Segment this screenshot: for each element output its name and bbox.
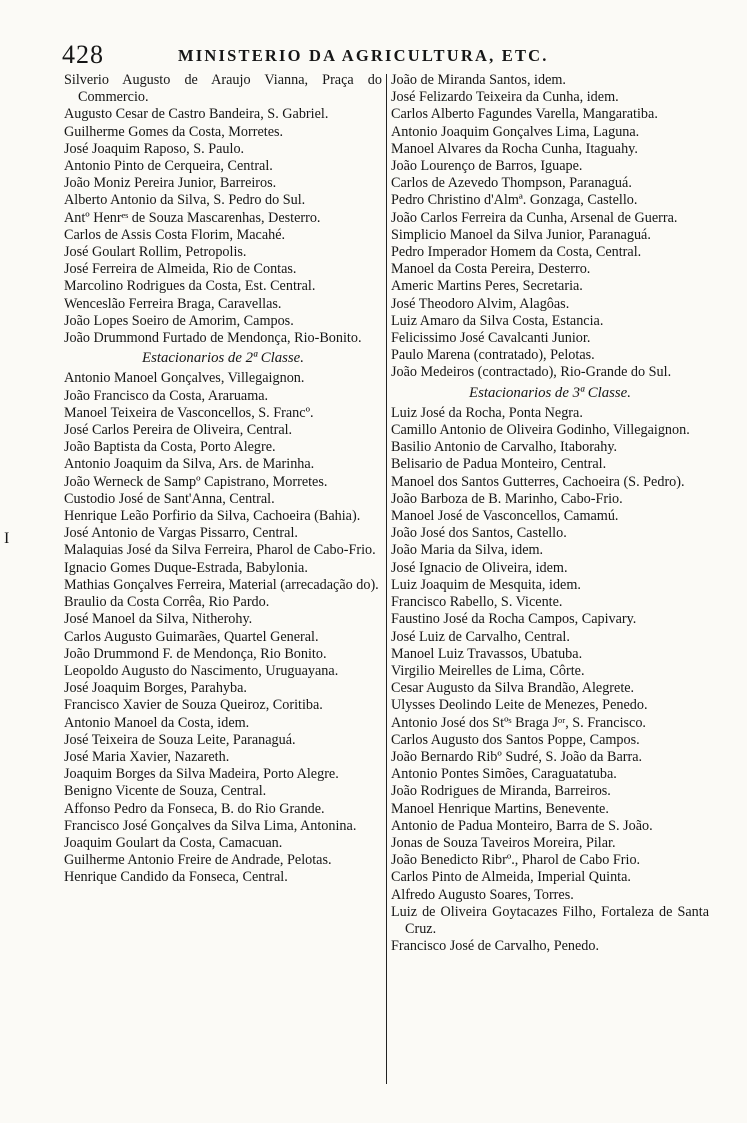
list-item: Manoel Henrique Martins, Benevente. — [391, 800, 609, 817]
left-column — [64, 72, 386, 1112]
list-item: José Luiz de Carvalho, Central. — [391, 628, 570, 645]
list-item: Basilio Antonio de Carvalho, Itaborahy. — [391, 439, 618, 456]
list-item: Pedro Imperador Homem da Costa, Central. — [391, 244, 642, 261]
list-item: Francisco Xavier de Souza Queiroz, Coritiba. — [64, 697, 323, 714]
list-item: Silverio Augusto de Araujo Vianna, Praça do Commercio. — [64, 72, 382, 106]
list-item: Jonas de Souza Taveiros Moreira, Pilar. — [391, 834, 616, 851]
section-heading: Estacionarios de 2ª Classe. — [142, 350, 304, 367]
right-column — [387, 72, 709, 1112]
list-item: José Joaquim Borges, Parahyba. — [64, 680, 247, 697]
list-item: João Lourenço de Barros, Iguape. — [391, 158, 583, 175]
list-item: Alfredo Augusto Soares, Torres. — [391, 886, 574, 903]
list-item: João Drummond Furtado de Mendonça, Rio-Bonito. — [64, 330, 362, 347]
list-item: João Rodrigues de Miranda, Barreiros. — [391, 783, 611, 800]
list-item: Belisario de Padua Monteiro, Central. — [391, 456, 607, 473]
list-item: Antonio Joaquim Gonçalves Lima, Laguna. — [391, 123, 640, 140]
list-item: João Maria da Silva, idem. — [391, 542, 544, 559]
margin-mark: I — [4, 530, 10, 547]
list-item: Wenceslão Ferreira Braga, Caravellas. — [64, 295, 282, 312]
list-item: Guilherme Gomes da Costa, Morretes. — [64, 123, 284, 140]
list-item: Carlos de Assis Costa Florim, Macahé. — [64, 226, 286, 243]
list-item: Felicissimo José Cavalcanti Junior. — [391, 330, 591, 347]
list-item: João Francisco da Costa, Araruama. — [64, 387, 269, 404]
list-item: Custodio José de Sant'Anna, Central. — [64, 490, 275, 507]
list-item: Malaquias José da Silva Ferreira, Pharol de Cabo-Frio. — [64, 542, 376, 559]
list-item: José Ferreira de Almeida, Rio de Contas. — [64, 261, 297, 278]
list-item: João Medeiros (contractado), Rio-Grande do Sul. — [391, 364, 672, 381]
list-item: Affonso Pedro da Fonseca, B. do Rio Grande. — [64, 800, 325, 817]
list-item: Carlos Augusto dos Santos Poppe, Campos. — [391, 731, 640, 748]
list-item: Henrique Candido da Fonseca, Central. — [64, 869, 288, 886]
list-item: Alberto Antonio da Silva, S. Pedro do Sul. — [64, 192, 306, 209]
list-item: Marcolino Rodrigues da Costa, Est. Central. — [64, 278, 316, 295]
list-item: José Manoel da Silva, Nitherohy. — [64, 611, 253, 628]
page-number: 428 — [62, 40, 104, 69]
list-item: José Goulart Rollim, Petropolis. — [64, 244, 247, 261]
list-item: João Benedicto Ribrº., Pharol de Cabo Frio. — [391, 852, 641, 869]
list-item: Faustino José da Rocha Campos, Capivary. — [391, 611, 637, 628]
list-item: Antonio Manoel da Costa, idem. — [64, 714, 250, 731]
list-item: Paulo Marena (contratado), Pelotas. — [391, 347, 595, 364]
list-item: Francisco José Gonçalves da Silva Lima, Antonina. — [64, 817, 357, 834]
list-item: Antonio José dos Stºˢ Braga Jᵒʳ, S. Francisco. — [391, 714, 646, 731]
list-item: João Lopes Soeiro de Amorim, Campos. — [64, 312, 294, 329]
list-item: José Ignacio de Oliveira, idem. — [391, 559, 568, 576]
list-item: João Moniz Pereira Junior, Barreiros. — [64, 175, 277, 192]
list-item: Camillo Antonio de Oliveira Godinho, Villegaignon. — [391, 422, 690, 439]
list-item: João Bernardo Ribº Sudré, S. João da Barra. — [391, 748, 643, 765]
list-item: Manoel da Costa Pereira, Desterro. — [391, 261, 591, 278]
list-item: Simplicio Manoel da Silva Junior, Paranaguá. — [391, 226, 651, 243]
list-item: Benigno Vicente de Souza, Central. — [64, 783, 267, 800]
list-item: Virgilio Meirelles de Lima, Côrte. — [391, 662, 585, 679]
list-item: Joaquim Goulart da Costa, Camacuan. — [64, 834, 283, 851]
list-item: Ignacio Gomes Duque-Estrada, Babylonia. — [64, 559, 308, 576]
list-item: Antonio Joaquim da Silva, Ars. de Marinha. — [64, 456, 315, 473]
list-item: José Felizardo Teixeira da Cunha, idem. — [391, 89, 619, 106]
list-item: Americ Martins Peres, Secretaria. — [391, 278, 583, 295]
running-head: MINISTERIO DA AGRICULTURA, ETC. — [178, 46, 549, 65]
list-item: Pedro Christino d'Almª. Gonzaga, Castello. — [391, 192, 638, 209]
list-item: Manoel José de Vasconcellos, Camamú. — [391, 508, 619, 525]
list-item: Manoel dos Santos Gutterres, Cachoeira (S. Pedro). — [391, 473, 685, 490]
list-item: Leopoldo Augusto do Nascimento, Uruguayana. — [64, 662, 339, 679]
list-item: José Antonio de Vargas Pissarro, Central. — [64, 525, 298, 542]
page-header — [62, 40, 712, 68]
list-item: Ulysses Deolindo Leite de Menezes, Penedo. — [391, 697, 648, 714]
list-item: Braulio da Costa Corrêa, Rio Pardo. — [64, 594, 270, 611]
list-item: Manoel Luiz Travassos, Ubatuba. — [391, 645, 583, 662]
list-item: Francisco José de Carvalho, Penedo. — [391, 938, 600, 955]
list-item: Carlos Alberto Fagundes Varella, Mangaratiba. — [391, 106, 658, 123]
list-item: Antonio Pontes Simões, Caraguatatuba. — [391, 766, 617, 783]
list-item: Antº Henrᵉˢ de Souza Mascarenhas, Desterro. — [64, 209, 321, 226]
list-item: João José dos Santos, Castello. — [391, 525, 567, 542]
list-item: João de Miranda Santos, idem. — [391, 72, 566, 88]
list-item: João Werneck de Sampº Capistrano, Morretes. — [64, 473, 328, 490]
list-item: Manoel Teixeira de Vasconcellos, S. Francº. — [64, 404, 314, 421]
list-item: Cesar Augusto da Silva Brandão, Alegrete. — [391, 680, 635, 697]
list-item: Luiz de Oliveira Goytacazes Filho, Fortaleza de Santa Cruz. — [391, 903, 709, 937]
list-item: Luiz Joaquim de Mesquita, idem. — [391, 576, 581, 593]
list-item: Manoel Alvares da Rocha Cunha, Itaguahy. — [391, 140, 638, 157]
list-item: José Maria Xavier, Nazareth. — [64, 748, 230, 765]
list-item: Augusto Cesar de Castro Bandeira, S. Gabriel. — [64, 106, 329, 123]
list-item: José Carlos Pereira de Oliveira, Central. — [64, 422, 293, 439]
list-item: Joaquim Borges da Silva Madeira, Porto Alegre. — [64, 766, 339, 783]
list-item: Mathias Gonçalves Ferreira, Material (arrecadação do). — [64, 576, 379, 593]
list-item: Carlos de Azevedo Thompson, Paranaguá. — [391, 175, 632, 192]
list-item: Carlos Pinto de Almeida, Imperial Quinta. — [391, 869, 631, 886]
list-item: João Baptista da Costa, Porto Alegre. — [64, 439, 276, 456]
list-item: Carlos Augusto Guimarães, Quartel General. — [64, 628, 319, 645]
list-item: José Teixeira de Souza Leite, Paranaguá. — [64, 731, 296, 748]
list-item: Henrique Leão Porfirio da Silva, Cachoeira (Bahia). — [64, 508, 361, 525]
list-item: Luiz José da Rocha, Ponta Negra. — [391, 404, 583, 421]
two-column-list — [64, 72, 709, 1112]
list-item: João Barboza de B. Marinho, Cabo-Frio. — [391, 490, 623, 507]
list-item: Luiz Amaro da Silva Costa, Estancia. — [391, 312, 604, 329]
list-item: Francisco Rabello, S. Vicente. — [391, 594, 563, 611]
list-item: Antonio Manoel Gonçalves, Villegaignon. — [64, 370, 305, 387]
list-item: Antonio Pinto de Cerqueira, Central. — [64, 158, 273, 175]
list-item: João Carlos Ferreira da Cunha, Arsenal de Guerra. — [391, 209, 678, 226]
list-item: Guilherme Antonio Freire de Andrade, Pelotas. — [64, 852, 332, 869]
list-item: José Joaquim Raposo, S. Paulo. — [64, 140, 245, 157]
list-item: Antonio de Padua Monteiro, Barra de S. João. — [391, 817, 653, 834]
list-item: João Drummond F. de Mendonça, Rio Bonito. — [64, 645, 327, 662]
list-item: José Theodoro Alvim, Alagôas. — [391, 295, 570, 312]
section-heading: Estacionarios de 3ª Classe. — [469, 384, 631, 401]
